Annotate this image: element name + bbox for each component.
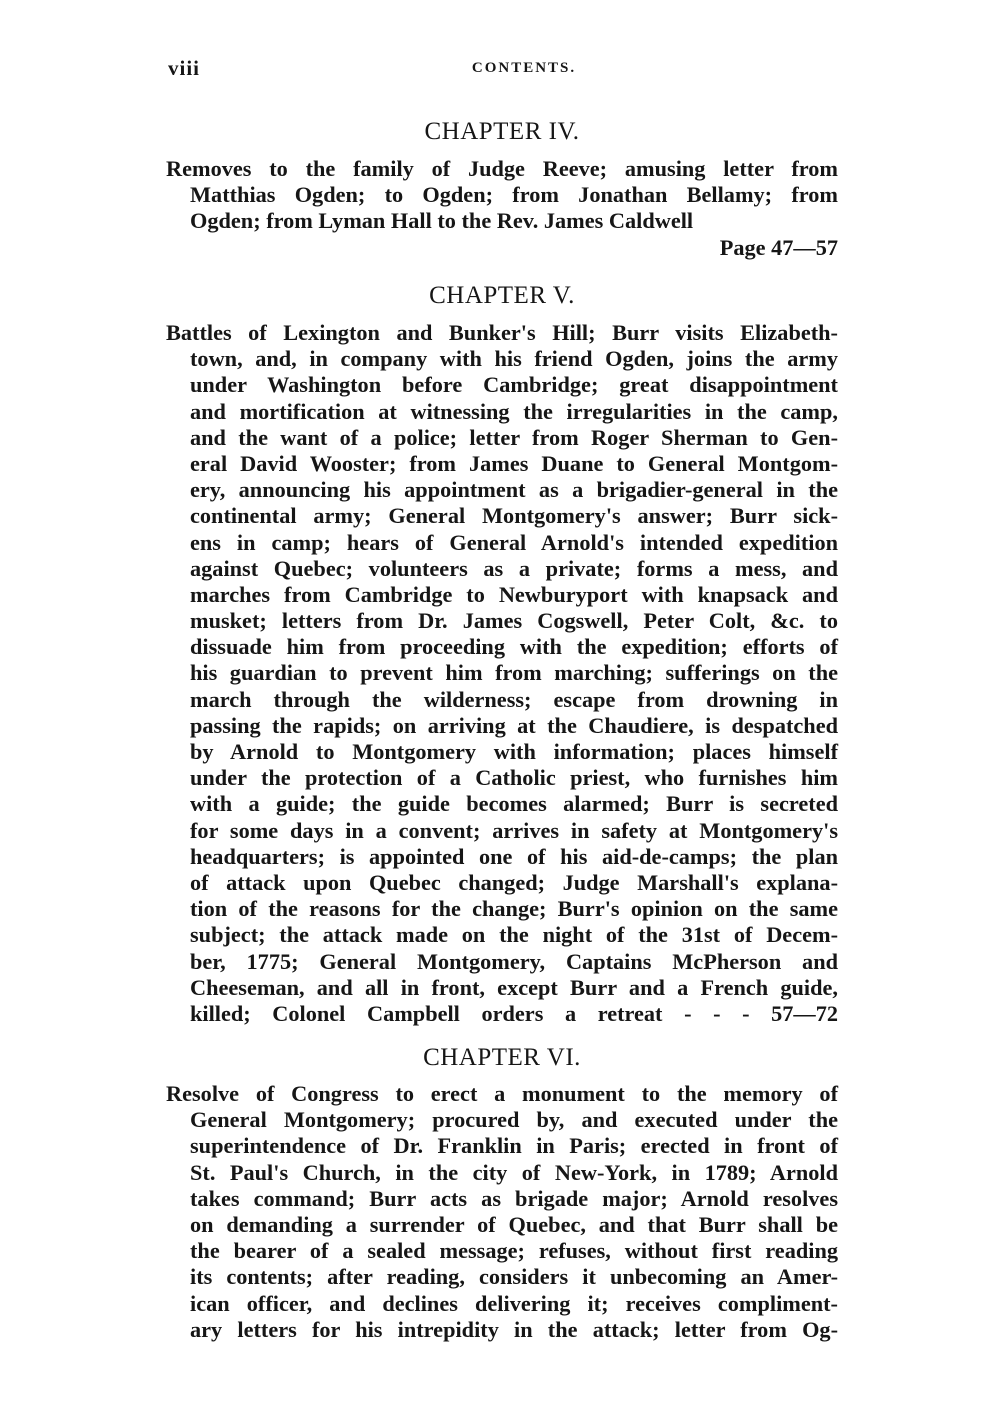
summary-line: tion of the reasons for the change; Burr's opinion on the same [190,896,838,922]
summary-line: the bearer of a sealed message; refuses, without first reading [190,1238,838,1264]
summary-line: Battles of Lexington and Bunker's Hill; Burr visits Elizabeth- [166,320,838,345]
running-title: CONTENTS. [471,60,577,76]
summary-line: Matthias Ogden; to Ogden; from Jonathan Bellamy; from [190,182,838,208]
summary-line: march through the wilderness; escape from drowning in [190,686,838,712]
summary-line: his guardian to prevent him from marching; sufferings on the [190,660,838,686]
summary-line: continental army; General Montgomery's answer; Burr sick- [190,503,838,529]
summary-line: under Washington before Cambridge; great disappointment [190,372,838,398]
summary-line: Resolve of Congress to erect a monument to the memory of [166,1081,838,1106]
summary-line: subject; the attack made on the night of the 31st of Decem- [190,922,838,948]
summary-line: Cheeseman, and all in front, except Burr and a French guide, [190,974,838,1000]
summary-line: Removes to the family of Judge Reeve; amusing letter from [166,156,838,181]
summary-line: dissuade him from proceeding with the expedition; efforts of [190,634,838,660]
summary-line: eral David Wooster; from James Duane to General Montgom- [190,450,838,476]
page-range: Page 47—57 [719,234,838,260]
page-number: viii [168,56,201,80]
chapter-summary [166,1081,838,1343]
chapter-summary [166,156,838,261]
summary-line: with a guide; the guide becomes alarmed; Burr is secreted [190,791,838,817]
chapter-summary [166,320,838,1027]
summary-line: town, and, in company with his friend Ogden, joins the army [190,346,838,372]
summary-line: ens in camp; hears of General Arnold's intended expedition [190,529,838,555]
chapter-heading: CHAPTER VI. [423,1044,581,1071]
running-head [168,56,836,84]
summary-line: ery, announcing his appointment as a brigadier-general in the [190,477,838,503]
summary-line: killed; Colonel Campbell orders a retreat - - - 57—72 [190,1000,838,1026]
summary-line: marches from Cambridge to Newburyport with knapsack and [190,581,838,607]
summary-line: musket; letters from Dr. James Cogswell, Peter Colt, &c. to [190,608,838,634]
summary-line: ary letters for his intrepidity in the attack; letter from Og- [190,1316,838,1342]
summary-line: ican officer, and declines delivering it; receives compliment- [190,1290,838,1316]
summary-line: headquarters; is appointed one of his aid-de-camps; the plan [190,843,838,869]
summary-line: General Montgomery; procured by, and executed under the [190,1107,838,1133]
summary-line: and the want of a police; letter from Roger Sherman to Gen- [190,424,838,450]
summary-line: superintendence of Dr. Franklin in Paris; erected in front of [190,1133,838,1159]
summary-line: against Quebec; volunteers as a private; forms a mess, and [190,555,838,581]
summary-line: and mortification at witnessing the irregularities in the camp, [190,398,838,424]
summary-line: passing the rapids; on arriving at the Chaudiere, is despatched [190,712,838,738]
summary-line: of attack upon Quebec changed; Judge Marshall's explana- [190,869,838,895]
summary-line: Ogden; from Lyman Hall to the Rev. James Caldwell [190,208,694,234]
chapter-heading: CHAPTER V. [429,282,575,309]
summary-line: under the protection of a Catholic priest, who furnishes him [190,765,838,791]
summary-line: by Arnold to Montgomery with information; places himself [190,739,838,764]
summary-line: for some days in a convent; arrives in safety at Montgomery's [190,817,838,843]
summary-line: on demanding a surrender of Quebec, and that Burr shall be [190,1211,838,1237]
summary-line: its contents; after reading, considers it unbecoming an Amer- [190,1264,838,1290]
summary-line: ber, 1775; General Montgomery, Captains McPherson and [190,948,838,974]
chapter-heading: CHAPTER IV. [424,118,580,145]
summary-line: St. Paul's Church, in the city of New-York, in 1789; Arnold [190,1159,838,1185]
summary-line: takes command; Burr acts as brigade major; Arnold resolves [190,1185,838,1211]
